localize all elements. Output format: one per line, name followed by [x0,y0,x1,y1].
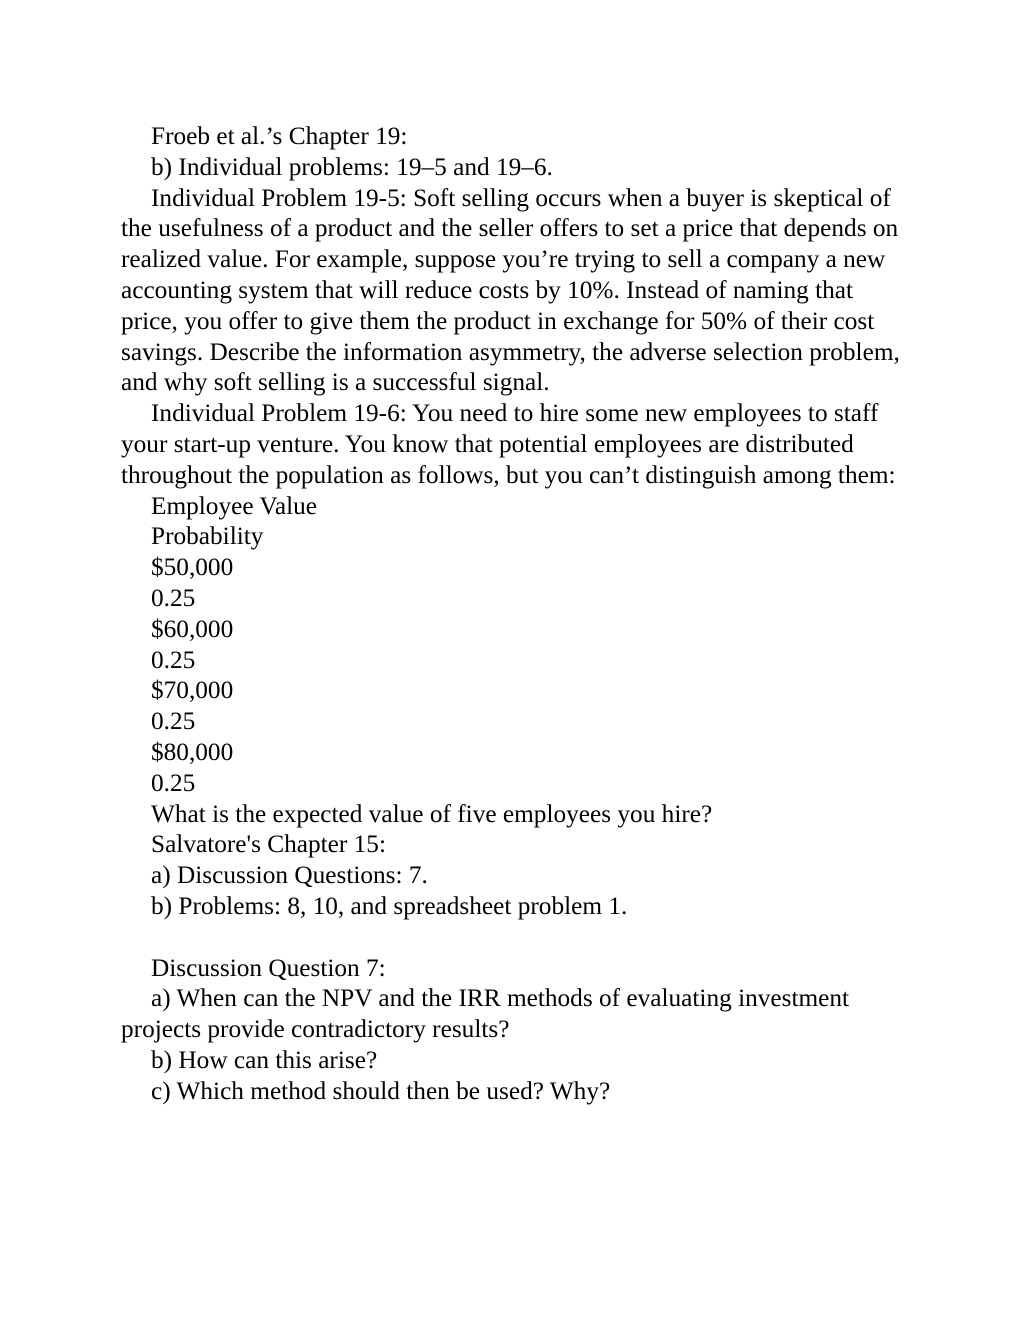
table-cell-value: $70,000 [151,676,234,705]
problem-19-5-paragraph: Individual Problem 19-5: Soft selling occurs when a buyer is skeptical of the usefulness of a product and the seller offers to set a price that depends on realized value. For example, suppose you’re trying to sell a company a new accounting system that will reduce costs by 10%. Instead of naming that price, you offer to give them the product in exchange for 50% of their cost savings. Describe the information asymmetry, the adverse selection problem, and why soft selling is a successful signal. [121,183,907,397]
table-cell-value: $80,000 [151,737,234,766]
salvatore-discussion: a) Discussion Questions: 7. [151,861,428,890]
table-cell-probability: 0.25 [151,768,196,797]
table-cell-value: $50,000 [151,553,234,582]
froeb-assignment: b) Individual problems: 19–5 and 19–6. [151,152,553,181]
document-page [121,121,911,1107]
problem-19-6-question: What is the expected value of five employees you hire? [151,799,713,828]
salvatore-problems: b) Problems: 8, 10, and spreadsheet problem 1. [151,891,628,920]
discussion-question-7-part-c: c) Which method should then be used? Why? [151,1076,611,1105]
discussion-question-7-heading: Discussion Question 7: [151,953,386,982]
discussion-question-7-part-a: a) When can the NPV and the IRR methods of evaluating investment projects provide contradictory results? [121,984,856,1044]
table-cell-probability: 0.25 [151,707,196,736]
table-header-employee-value: Employee Value [151,491,318,520]
table-cell-probability: 0.25 [151,583,196,612]
blank-line [121,922,911,953]
salvatore-heading: Salvatore's Chapter 15: [151,830,386,859]
table-cell-value: $60,000 [151,614,234,643]
table-header-probability: Probability [151,522,264,551]
problem-19-6-paragraph: Individual Problem 19-6: You need to hire some new employees to staff your start-up venture. You know that potential employees are distributed throughout the population as follows, but you can’t distinguish among them: [121,399,896,489]
table-cell-probability: 0.25 [151,645,196,674]
froeb-heading: Froeb et al.’s Chapter 19: [151,122,408,150]
discussion-question-7-part-b: b) How can this arise? [151,1045,378,1074]
